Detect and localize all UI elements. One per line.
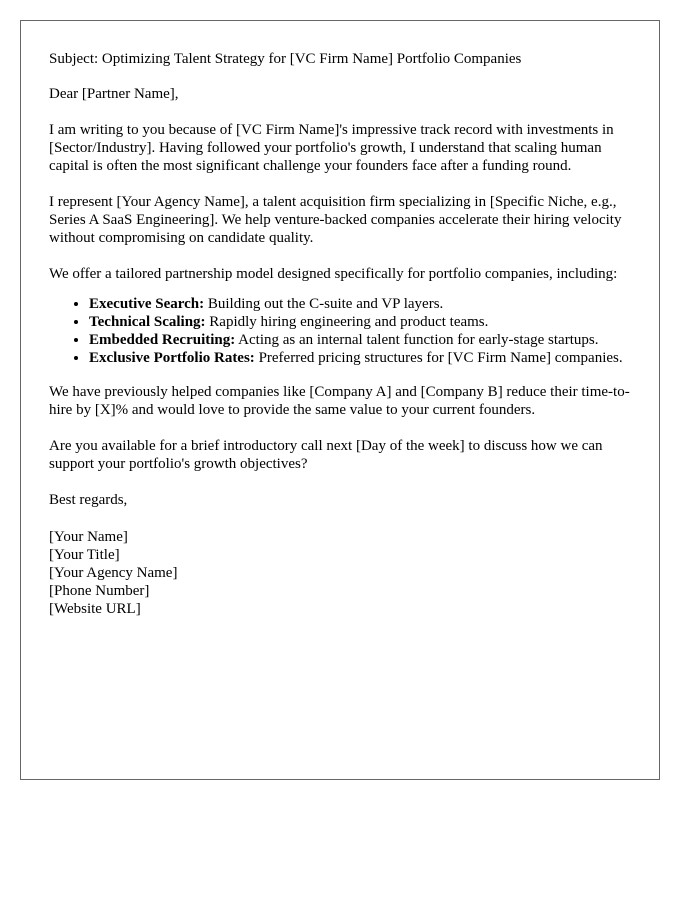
signature-name: [Your Name] xyxy=(49,529,128,545)
signature-phone: [Phone Number] xyxy=(49,583,150,599)
services-list xyxy=(49,295,631,367)
signature-agency: [Your Agency Name] xyxy=(49,565,178,581)
letter-container xyxy=(20,20,660,780)
list-item xyxy=(89,349,631,367)
signature-block xyxy=(49,528,631,618)
list-item-term: Technical Scaling: xyxy=(89,314,206,330)
agency-paragraph: I represent [Your Agency Name], a talent acquisition firm specializing in [Specific Niche, e.g., Series A SaaS Engineering]. We help venture-backed companies accelerate their hiring velocity without compromising on candidate quality. xyxy=(49,194,622,246)
offer-paragraph: We offer a tailored partnership model designed specifically for portfolio companies, including: xyxy=(49,266,618,282)
list-item-text: Rapidly hiring engineering and product teams. xyxy=(205,314,489,330)
list-item xyxy=(89,313,631,331)
list-item-text: Acting as an internal talent function for early-stage startups. xyxy=(235,332,599,348)
closing: Best regards, xyxy=(49,492,128,508)
list-item-term: Embedded Recruiting: xyxy=(89,332,236,348)
list-item xyxy=(89,331,631,349)
list-item-text: Preferred pricing structures for [VC Firm Name] companies. xyxy=(254,350,623,366)
list-item xyxy=(89,295,631,313)
list-item-term: Executive Search: xyxy=(89,296,205,312)
list-item-text: Building out the C-suite and VP layers. xyxy=(204,296,444,312)
greeting: Dear [Partner Name], xyxy=(49,86,179,102)
results-paragraph: We have previously helped companies like [Company A] and [Company B] reduce their time-to-hire by [X]% and would love to provide the same value to your current founders. xyxy=(49,384,630,418)
signature-title: [Your Title] xyxy=(49,547,120,563)
subject-line: Subject: Optimizing Talent Strategy for [VC Firm Name] Portfolio Companies xyxy=(49,51,522,67)
call-to-action-paragraph: Are you available for a brief introductory call next [Day of the week] to discuss how we can support your portfolio's growth objectives? xyxy=(49,438,603,472)
intro-paragraph: I am writing to you because of [VC Firm Name]'s impressive track record with investments in [Sector/Industry]. Having followed your portfolio's growth, I understand that scaling human capital is often the most significant challenge your founders face after a funding round. xyxy=(49,122,614,174)
list-item-term: Exclusive Portfolio Rates: xyxy=(89,350,255,366)
signature-website: [Website URL] xyxy=(49,601,141,617)
